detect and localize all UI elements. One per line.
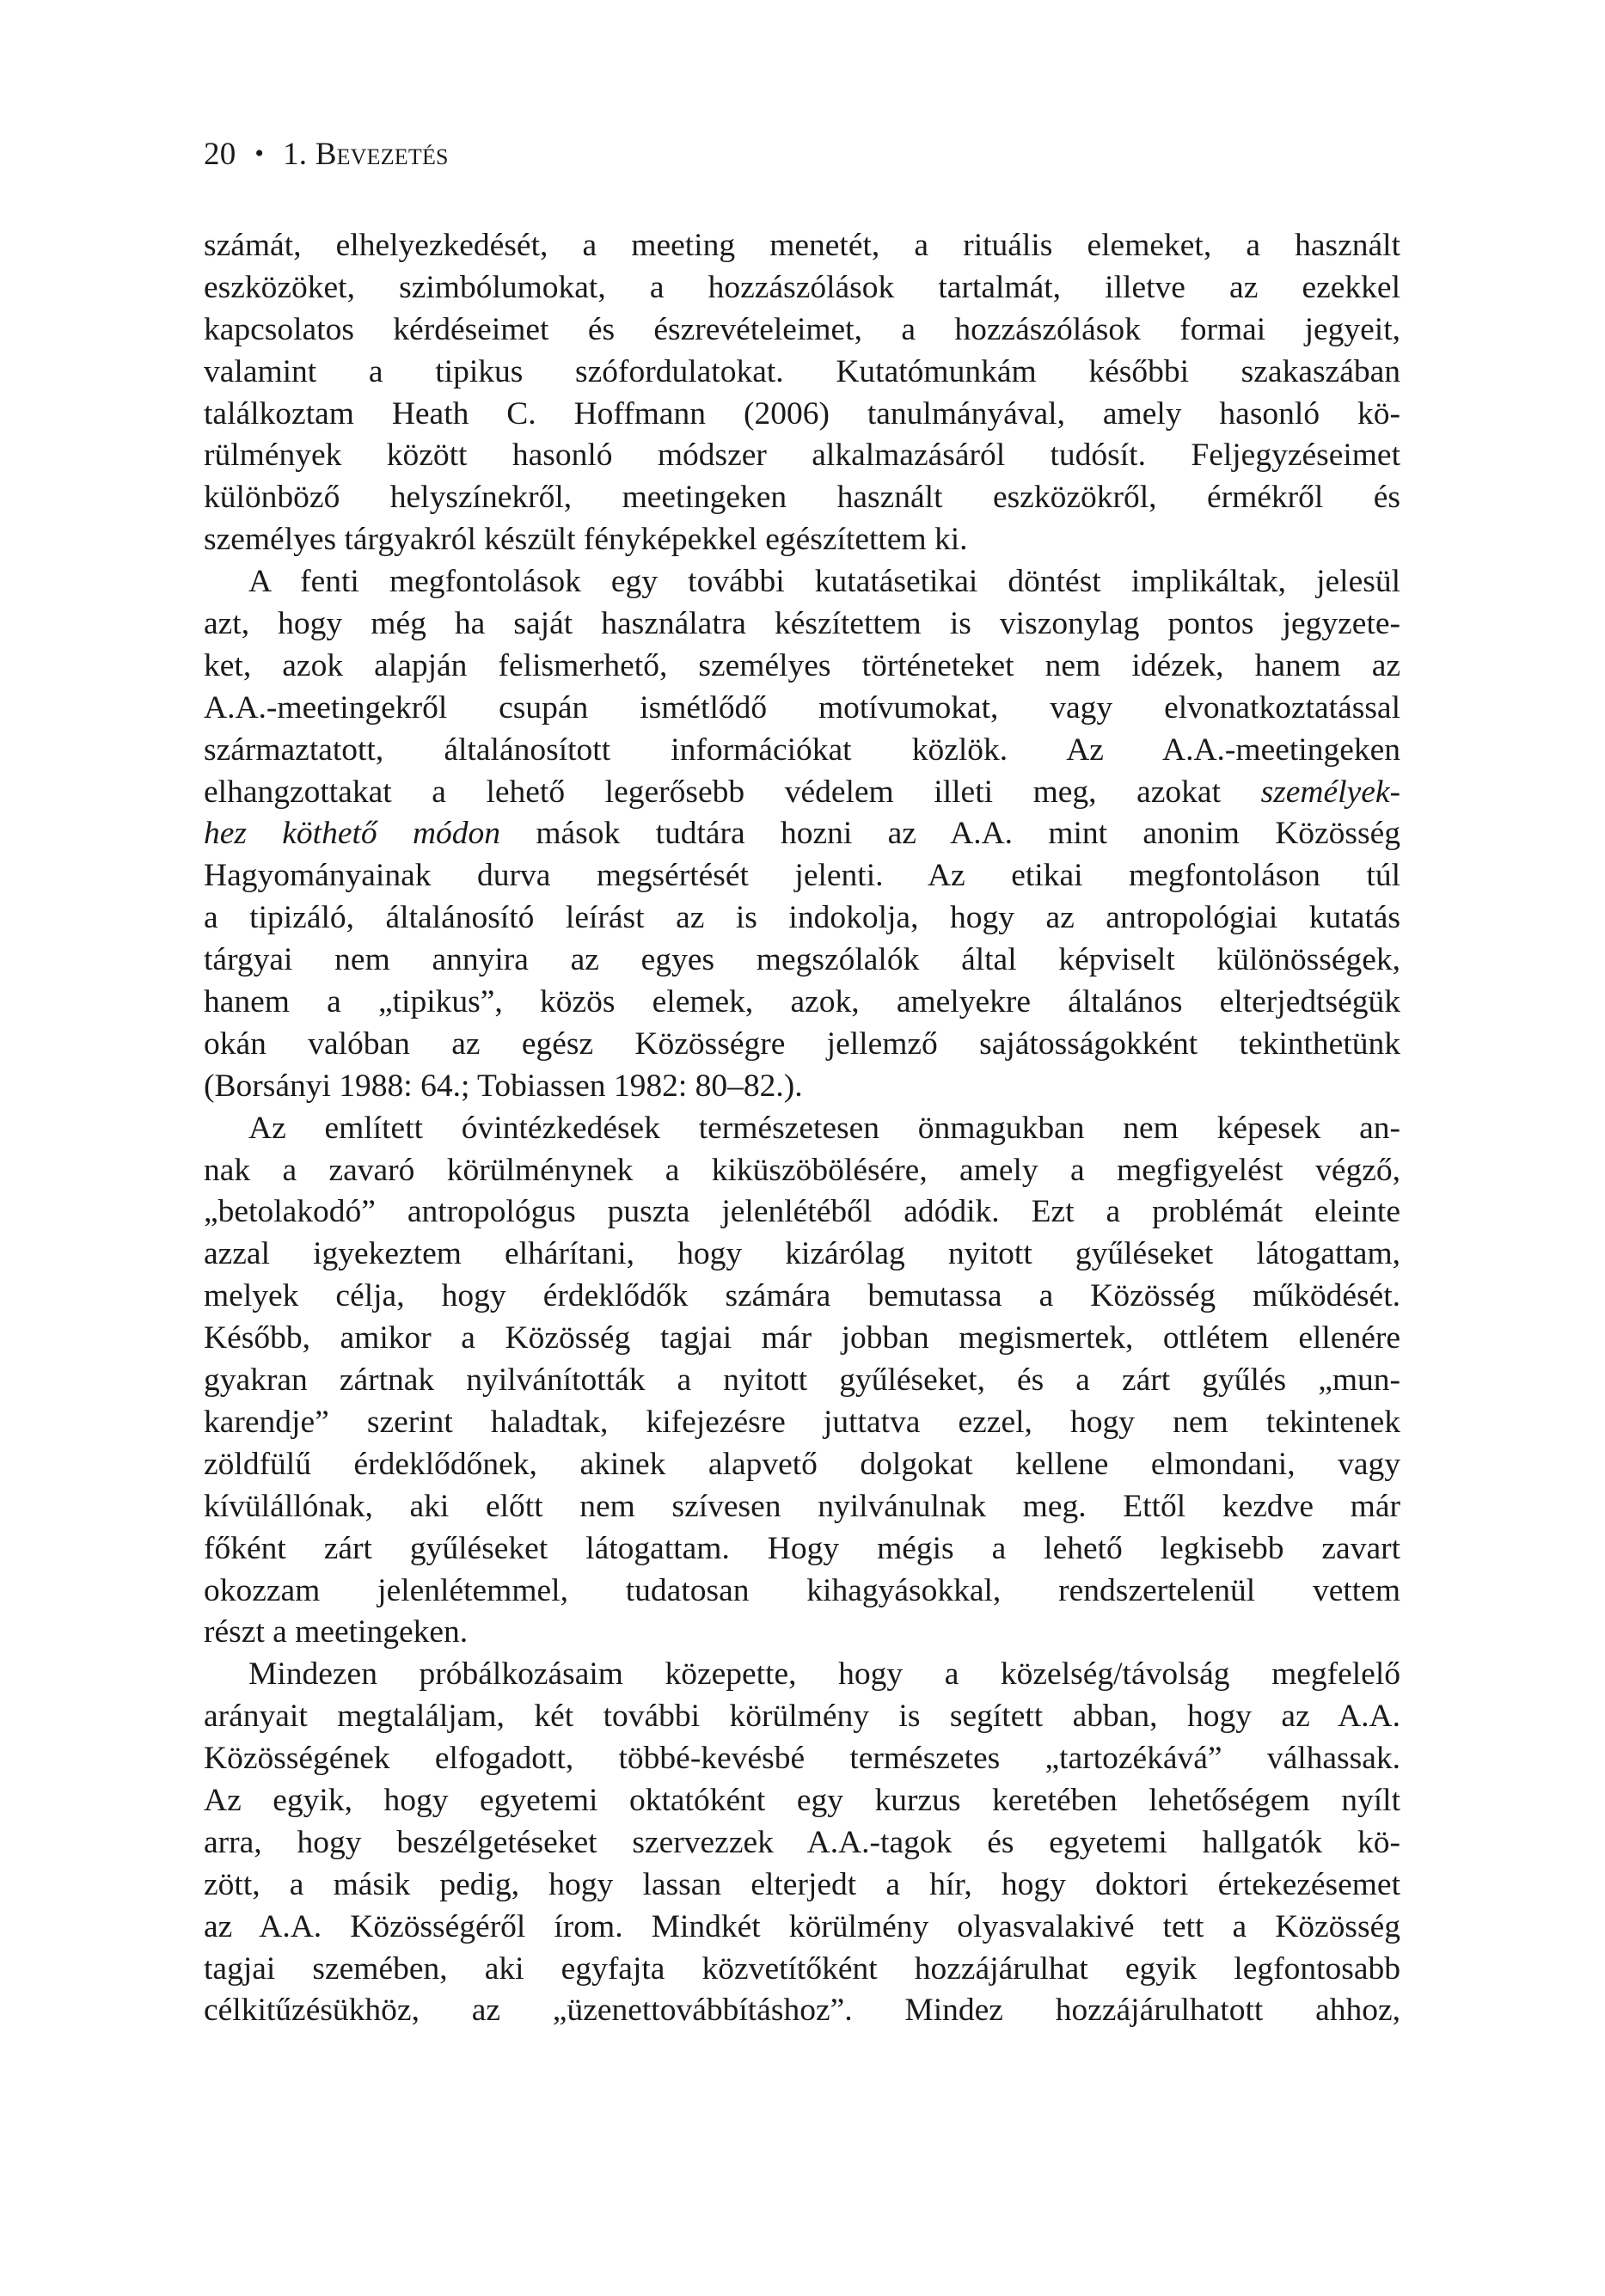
text-line: Közösségének elfogadott, többé-kevésbé természetes „tartozékává” válhassak.: [204, 1741, 1400, 1777]
text-line: hanem a „tipikus”, közös elemek, azok, amelyekre általános elterjedtségük: [204, 984, 1400, 1020]
paragraph: [204, 1108, 1400, 1655]
text-line: valamint a tipikus szófordulatokat. Kutatómunkám későbbi szakaszában: [204, 353, 1400, 389]
text-line: Mindezen próbálkozásaim közepette, hogy a közelség/távolság megfelelő: [248, 1656, 1400, 1693]
text-line: rülmények között hasonló módszer alkalmazásáról tudósít. Feljegyzéseimet: [204, 438, 1400, 474]
text-line: kívülállónak, aki előtt nem szívesen nyilvánulnak meg. Ettől kezdve már: [204, 1488, 1400, 1524]
separator-bullet-icon: •: [254, 139, 265, 168]
text-run: elhangzottakat a lehető legerősebb védelem illeti meg, azokat: [204, 774, 1261, 810]
running-head: [204, 136, 449, 173]
text-line: a tipizáló, általánosító leírást az is indokolja, hogy az antropológiai kutatás: [204, 900, 1400, 936]
text-line: Később, amikor a Közösség tagjai már jobban megismertek, ottlétem ellenére: [204, 1320, 1400, 1356]
text-line: gyakran zártnak nyilvánították a nyitott gyűléseket, és a zárt gyűlés „mun-: [204, 1362, 1400, 1399]
text-line: „betolakodó” antropológus puszta jelenlétéből adódik. Ezt a problémát eleinte: [204, 1194, 1400, 1230]
paragraph: [204, 561, 1400, 1108]
text-line: zött, a másik pedig, hogy lassan elterjedt a hír, hogy doktori értekezésemet: [204, 1866, 1400, 1902]
text-line: személyes tárgyakról készült fényképekkel egészítettem ki.: [204, 522, 968, 558]
text-line: okán valóban az egész Közösségre jellemző sajátosságokként tekinthetünk: [204, 1026, 1400, 1062]
paragraph: [204, 1654, 1400, 2032]
text-line: Hagyományainak durva megsértését jelenti. Az etikai megfontoláson túl: [204, 858, 1400, 894]
text-line: származtatott, általánosított információkat közlök. Az A.A.-meetingeken: [204, 732, 1400, 768]
text-line: azzal igyekeztem elhárítani, hogy kizárólag nyitott gyűléseket látogattam,: [204, 1236, 1400, 1272]
body-text: [204, 225, 1400, 2032]
text-line: tagjai szemében, aki egyfajta közvetítőként hozzájárulhat egyik legfontosabb: [204, 1950, 1400, 1987]
text-line: arányait megtaláljam, két további körülmény is segített abban, hogy az A.A.: [204, 1699, 1400, 1735]
text-line: [204, 772, 1400, 814]
text-line: különböző helyszínekről, meetingeken használt eszközökről, érmékről és: [204, 480, 1400, 516]
text-line: nak a zavaró körülménynek a kiküszöbölésére, amely a megfigyelést végző,: [204, 1152, 1400, 1188]
paragraph: [204, 225, 1400, 561]
text-line: ket, azok alapján felismerhető, személyes történeteket nem idézek, hanem az: [204, 647, 1400, 683]
text-line: számát, elhelyezkedését, a meeting menetét, a rituális elemeket, a használt: [204, 228, 1400, 263]
text-line: főként zárt gyűléseket látogattam. Hogy mégis a lehető legkisebb zavart: [204, 1530, 1400, 1566]
italic-emphasis: hez köthető módon: [204, 816, 501, 852]
text-line: kapcsolatos kérdéseimet és észrevételeimet, a hozzászólások formai jegyeit,: [204, 311, 1400, 347]
text-line: Az említett óvintézkedések természetesen önmagukban nem képesek an-: [248, 1110, 1400, 1146]
text-line: melyek célja, hogy érdeklődők számára bemutassa a Közösség működését.: [204, 1278, 1400, 1314]
italic-emphasis: személyek-: [1260, 774, 1400, 810]
text-line: (Borsányi 1988: 64.; Tobiassen 1982: 80–82.).: [204, 1068, 803, 1104]
text-line: tárgyai nem annyira az egyes megszólalók által képviselt különösségek,: [204, 942, 1400, 978]
text-line: részt a meetingeken.: [204, 1614, 469, 1650]
page-number: 20: [204, 137, 236, 172]
text-line: okozzam jelenlétemmel, tudatosan kihagyásokkal, rendszertelenül vettem: [204, 1572, 1400, 1608]
text-line: eszközöket, szimbólumokat, a hozzászólások tartalmát, illetve az ezekkel: [204, 269, 1400, 305]
text-line: zöldfülű érdeklődőnek, akinek alapvető dolgokat kellene elmondani, vagy: [204, 1446, 1400, 1482]
text-line: karendje” szerint haladtak, kifejezésre juttatva ezzel, hogy nem tekintenek: [204, 1404, 1400, 1440]
text-line: A.A.-meetingekről csupán ismétlődő motívumokat, vagy elvonatkoztatással: [204, 689, 1400, 726]
text-line: A fenti megfontolások egy további kutatásetikai döntést implikáltak, jelesül: [248, 564, 1400, 600]
text-line: Az egyik, hogy egyetemi oktatóként egy kurzus keretében lehetőségem nyílt: [204, 1782, 1400, 1818]
chapter-title: 1. Bevezetés: [283, 137, 449, 172]
text-line: azt, hogy még ha saját használatra készítettem is viszonylag pontos jegyzete-: [204, 606, 1400, 642]
text-line: [204, 813, 1400, 855]
text-run: mások tudtára hozni az A.A. mint anonim Közösség: [500, 816, 1400, 852]
text-line: célkitűzésükhöz, az „üzenettovábbításhoz”. Mindez hozzájárulhatott ahhoz,: [204, 1993, 1400, 2029]
text-line: találkoztam Heath C. Hoffmann (2006) tanulmányával, amely hasonló kö-: [204, 395, 1400, 432]
text-line: arra, hogy beszélgetéseket szervezzek A.A.-tagok és egyetemi hallgatók kö-: [204, 1824, 1400, 1860]
text-line: az A.A. Közösségéről írom. Mindkét körülmény olyasvalakivé tett a Közösség: [204, 1908, 1400, 1944]
